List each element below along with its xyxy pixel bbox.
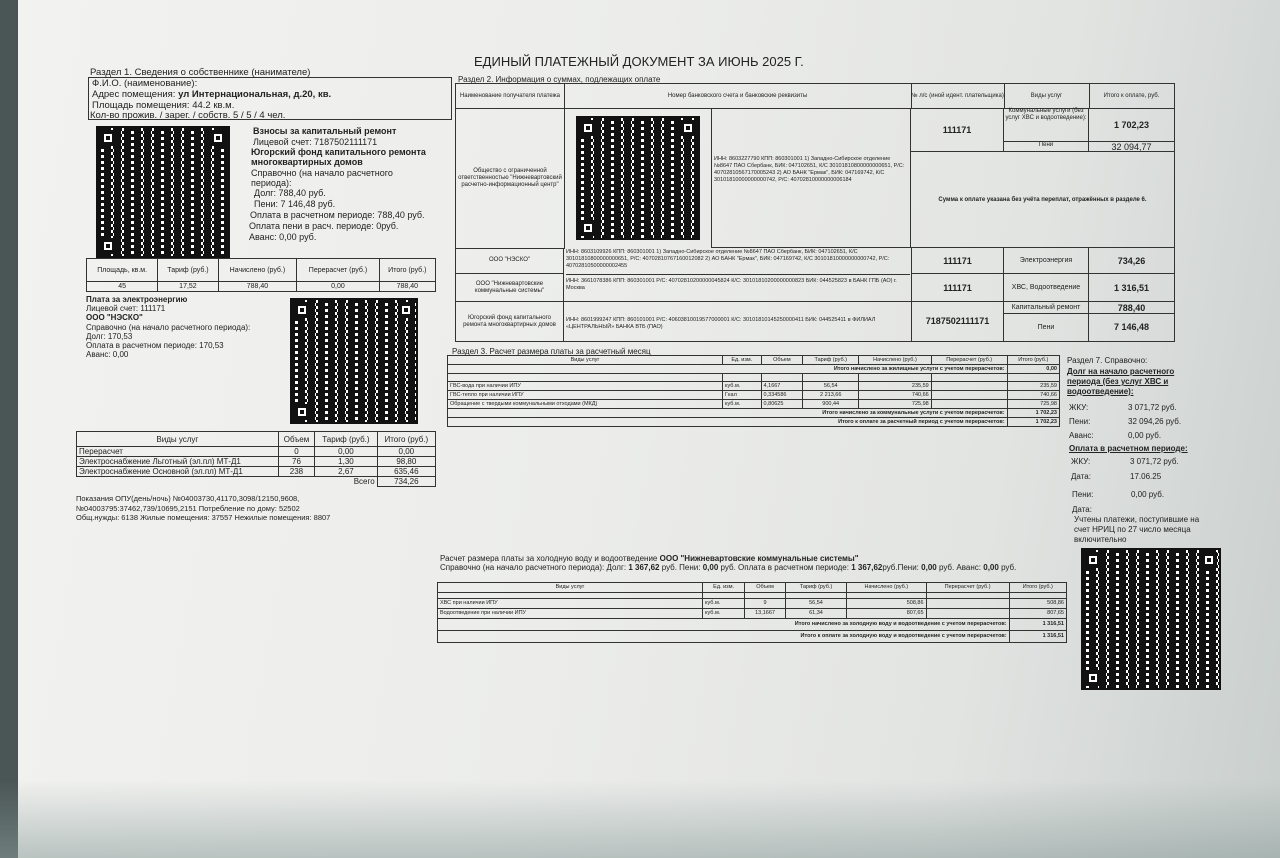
table-cell: Гкал xyxy=(723,391,762,400)
table-cell: 740,66 xyxy=(1007,391,1059,400)
section3-table xyxy=(447,355,1060,427)
col-header: Итого (руб.) xyxy=(1009,583,1066,593)
electricity-table xyxy=(76,431,436,487)
water-table xyxy=(437,582,1067,643)
electricity-account: Лицевой счет: 111171 xyxy=(86,304,166,313)
service-fines-nric: Пени xyxy=(1004,142,1089,152)
housing-total-label: Итого начислено за жилищные услуги с учетом перерасчетов: xyxy=(448,365,1008,374)
qr-code-electricity xyxy=(290,298,418,424)
capital-repair-table xyxy=(86,258,436,292)
table-cell: 807,65 xyxy=(847,609,926,619)
col-header: Тариф (руб.) xyxy=(315,432,377,447)
electricity-paid: Оплата в расчетном периоде: 170,53 xyxy=(86,341,224,350)
col-header: Перерасчет (руб.) xyxy=(926,583,1009,593)
bank-details-nks: ИНН: 3661078386 КПП: 860301001 Р/С: 40702810200000045824 К/С: 30101810200000000823 БИК: 044525823 в БАНК ГПБ (АО) г. Москва xyxy=(566,278,897,291)
capital-repair-account: Лицевой счет: 7187502111171 xyxy=(253,137,378,147)
account-nesko: 111171 xyxy=(911,248,1004,274)
capital-repair-paid: Оплата в расчетном периоде: 788,40 руб. xyxy=(250,210,425,220)
table-cell: куб.м. xyxy=(703,609,745,619)
qr-code-nric xyxy=(576,116,700,240)
table-cell: 0 xyxy=(278,447,314,457)
section2-heading: Раздел 2. Информация о суммах, подлежащих оплате xyxy=(458,75,661,84)
table-header-row xyxy=(448,356,1060,365)
water-heading-text: Расчет размера платы за холодную воду и водоотведение xyxy=(440,554,658,563)
capital-repair-org-line2: многоквартирных домов xyxy=(251,157,363,167)
table-cell xyxy=(931,400,1007,409)
table-total-row xyxy=(77,477,436,487)
col-header: Виды услуг xyxy=(1004,84,1090,109)
capital-repair-org-line1: Югорский фонд капитального ремонта xyxy=(251,147,426,157)
bottom-shadow xyxy=(0,780,1280,858)
table-cell: 238 xyxy=(278,467,314,477)
qr-code-capital-repair xyxy=(96,126,230,258)
area-text: Площадь помещения: 44.2 кв.м. xyxy=(92,100,235,111)
table-header-row xyxy=(77,432,436,447)
col-header: Объем xyxy=(745,583,786,593)
paid-zhku-value: 3 071,72 руб. xyxy=(1130,457,1179,466)
residents-text: Кол-во прожив. / зарег. / собств. 5 / 5 / 4 чел. xyxy=(90,110,286,121)
water-fines: 0,00 xyxy=(702,563,719,572)
table-row xyxy=(448,382,1060,391)
pay-total-value: 1 702,23 xyxy=(1007,418,1059,427)
table-row xyxy=(77,447,436,457)
table-cell: 725,98 xyxy=(1007,400,1059,409)
col-header: Тариф (руб.) xyxy=(785,583,846,593)
table-cell: 2,67 xyxy=(315,467,377,477)
col-header: Площадь, кв.м. xyxy=(87,259,158,282)
table-cell xyxy=(931,382,1007,391)
total-label: Всего xyxy=(353,477,375,487)
account-nric: 111171 xyxy=(911,108,1004,152)
debt-fines-label: Пени: xyxy=(1069,417,1091,426)
table-cell: 9 xyxy=(745,599,786,609)
table-cell: куб.м. xyxy=(703,599,745,609)
advance-label: Аванс: xyxy=(1069,431,1094,440)
table-cell: 635,46 xyxy=(377,467,435,477)
table-subtotal-row xyxy=(448,409,1060,418)
water-heading-org: ООО "Нижневартовские коммунальные системы" xyxy=(659,554,859,563)
col-header: Итого (руб.) xyxy=(1007,356,1059,365)
water-ref-label: Справочно (на начало расчетного периода): Долг: xyxy=(440,563,627,572)
paid-date-value: 17.06.25 xyxy=(1130,472,1162,481)
table-cell: ГВС-вода при наличии ИПУ xyxy=(448,382,723,391)
section2-table xyxy=(455,83,1175,342)
paid-fines-date-label: Дата: xyxy=(1072,505,1092,514)
table-row xyxy=(448,391,1060,400)
table-cell: 4,1667 xyxy=(761,382,803,391)
electricity-title: Плата за электроэнергию xyxy=(86,295,188,304)
electricity-debt: Долг: 170,53 xyxy=(86,332,133,341)
table-cell: Перерасчет xyxy=(77,447,279,457)
debt-zhku-value: 3 071,72 руб. xyxy=(1128,403,1177,412)
table-cell: 725,98 xyxy=(859,400,932,409)
table-cell: 13,1667 xyxy=(745,609,786,619)
water-debt: 1 367,62 xyxy=(628,563,660,572)
col-header: Объем xyxy=(278,432,314,447)
total-value: 734,26 xyxy=(377,477,435,487)
table-row xyxy=(77,467,436,477)
account-nks: 111171 xyxy=(911,274,1004,302)
paid-fines-value: 0,00 руб. xyxy=(1131,490,1165,499)
table-cell: ГВС-тепло при наличии ИПУ xyxy=(448,391,723,400)
capital-repair-debt: Долг: 788,40 руб. xyxy=(254,188,326,198)
table-total-row xyxy=(448,418,1060,427)
water-paid-fines-label: руб.Пени: xyxy=(882,563,919,572)
col-header: Перерасчет (руб.) xyxy=(297,259,379,282)
meter-readings-note: Показания ОПУ(день/ночь) №04003730,41170,3098/12150,9608, №04003795:37462,739/10695,2151 Потребление по дому: 52502 Общ.нужды: 6138 Жилые помещения: 37557 Нежилые помещения: 8807 xyxy=(76,494,331,522)
capital-repair-fines: Пени: 7 146,48 руб. xyxy=(254,199,336,209)
table-row xyxy=(438,599,1067,609)
table-cell: куб.м. xyxy=(723,382,762,391)
col-header: Перерасчет (руб.) xyxy=(931,356,1007,365)
document-title: ЕДИНЫЙ ПЛАТЕЖНЫЙ ДОКУМЕНТ ЗА ИЮНЬ 2025 Г. xyxy=(474,54,804,69)
table-cell: 1,30 xyxy=(315,457,377,467)
table-cell: 807,65 xyxy=(1009,609,1066,619)
table-header-row xyxy=(87,259,436,282)
account-capital-fund: 7187502111171 xyxy=(911,302,1004,341)
water-adv-label: руб. Аванс: xyxy=(938,563,982,572)
address-value: ул Интернациональная, д.20, кв. xyxy=(178,89,332,100)
paid-zhku-label: ЖКУ: xyxy=(1071,457,1091,466)
section1-heading: Раздел 1. Сведения о собственнике (нанимателе) xyxy=(90,67,311,78)
bank-details-nric: ИНН: 8603227790 КПП: 860301001 1) Западно-Сибирское отделение №8647 ПАО Сбербанк, БИК: 047102651, К/С 30101810800000000651, Р/С: 40702810567170005243 2) АО БАНК "Ермак", БИК: 047169742, К/С 30101810000000000742, Р/С: 40702810000000006184 xyxy=(714,156,905,183)
col-header: Итого (руб.) xyxy=(379,259,435,282)
table-cell: 788,40 xyxy=(218,282,297,292)
service-electricity: Электроэнергия xyxy=(1004,248,1089,274)
table-cell: 0,00 xyxy=(377,447,435,457)
table-cell: Водоотведение при наличии ИПУ xyxy=(438,609,703,619)
address-label: Адрес помещения: xyxy=(92,89,176,100)
table-cell xyxy=(926,609,1009,619)
table-cell: ХВС при наличии ИПУ xyxy=(438,599,703,609)
bank-details-nesko: ИНН: 8603109926 КПП: 860301001 1) Западно-Сибирское отделение №8647 ПАО Сбербанк, БИК: 047102651, К/С 30101810800000000651, Р/С: 40702810767160012082 2) АО БАНК "Ермак", БИК: 047169742, К/С 30101810000000000742, Р/С: 40702810500000002455 xyxy=(566,249,910,275)
col-header: Объем xyxy=(761,356,803,365)
payments-note: Учтены платежи, поступившие на счет НРИЦ по 27 число месяца включительно xyxy=(1074,515,1200,544)
table-cell: 235,59 xyxy=(1007,382,1059,391)
service-communal: Коммунальные услуги (без услуг ХВС и водоотведение): xyxy=(1004,108,1089,142)
col-header: Начислено (руб.) xyxy=(218,259,297,282)
section7-heading: Раздел 7. Справочно: xyxy=(1067,356,1148,365)
debt-zhku-label: ЖКУ: xyxy=(1069,403,1089,412)
table-cell: 0,334586 xyxy=(761,391,803,400)
table-cell: 56,54 xyxy=(785,599,846,609)
electricity-org: ООО "НЭСКО" xyxy=(86,313,143,322)
section3-heading: Раздел 3. Расчет размера платы за расчетный месяц xyxy=(452,347,651,356)
communal-total-value: 1 702,23 xyxy=(1007,409,1059,418)
service-capital-repair: Капитальный ремонт xyxy=(1004,302,1089,314)
water-paid: 1 367,62 xyxy=(851,563,883,572)
overpayment-note: Сумма к оплате указана без учёта переплат, отражённых в разделе 6. xyxy=(911,152,1174,248)
table-row xyxy=(448,400,1060,409)
col-header: Виды услуг xyxy=(448,356,723,365)
col-header: Начислено (руб.) xyxy=(847,583,926,593)
recipient-capital-fund: Югорский фонд капитального ремонта многоквартирных домов xyxy=(456,302,564,341)
debt-fines-value: 32 094,26 руб. xyxy=(1128,417,1182,426)
table-cell: куб.м. xyxy=(723,400,762,409)
col-header: Начислено (руб.) xyxy=(859,356,932,365)
recipient-nric: Общество с ограниченной ответственностью "Нижневартовский расчетно-информационный центр" xyxy=(456,108,565,249)
table-cell: 740,66 xyxy=(859,391,932,400)
electricity-ref: Справочно (на начало расчетного периода): xyxy=(86,323,251,332)
table-cell: 0,00 xyxy=(315,447,377,457)
total-capital-repair: 788,40 xyxy=(1089,302,1174,314)
table-cell xyxy=(931,391,1007,400)
table-cell: 45 xyxy=(87,282,158,292)
table-row xyxy=(87,282,436,292)
total-electricity: 734,26 xyxy=(1089,248,1174,274)
col-header: Ед. изм. xyxy=(703,583,745,593)
col-header: Итого (руб.) xyxy=(377,432,435,447)
table-cell: Обращение с твердыми коммунальными отходами (МКД) xyxy=(448,400,723,409)
water-pay-label: Итого к оплате за холодную воду и водоотведение с учетом перерасчетов: xyxy=(438,631,1010,643)
table-cell: 76 xyxy=(278,457,314,467)
table-cell: Электроснабжение Льготный (эл.пл) МТ-Д1 xyxy=(77,457,279,467)
table-cell: 788,40 xyxy=(379,282,435,292)
water-paid-fines: 0,00 xyxy=(921,563,937,572)
water-reference xyxy=(440,563,1070,573)
service-water: ХВС, Водоотведение xyxy=(1004,274,1089,302)
col-header: Ед. изм. xyxy=(723,356,762,365)
housing-total-value: 0,00 xyxy=(1007,365,1059,374)
table-cell: 0,00 xyxy=(297,282,379,292)
paid-heading: Оплата в расчетном периоде: xyxy=(1069,444,1188,453)
table-cell xyxy=(926,599,1009,609)
table-row xyxy=(77,457,436,467)
total-communal: 1 702,23 xyxy=(1089,108,1174,142)
col-header: Номер банковского счета и банковские реквизиты xyxy=(564,84,912,109)
water-accrued-label: Итого начислено за холодную воду и водоотведение с учетом перерасчетов: xyxy=(438,619,1010,631)
qr-code-summary xyxy=(1081,548,1221,690)
water-accrued-value: 1 316,51 xyxy=(1009,619,1066,631)
table-cell: 17,52 xyxy=(158,282,218,292)
paid-fines-label: Пени: xyxy=(1072,490,1094,499)
capital-repair-advance: Аванс: 0,00 руб. xyxy=(249,232,317,242)
table-subtotal-row xyxy=(438,619,1067,631)
table-header-row xyxy=(438,583,1067,593)
recipient-nks: ООО "Нижневартовские коммунальные системы" xyxy=(456,274,564,302)
table-cell: 56,54 xyxy=(803,382,859,391)
col-header: Тариф (руб.) xyxy=(803,356,859,365)
col-header: Итого к оплате, руб. xyxy=(1089,84,1174,109)
communal-total-label: Итого начислено за коммунальные услуги с учетом перерасчетов: xyxy=(448,409,1008,418)
total-fines-capital: 7 146,48 xyxy=(1113,322,1150,332)
bank-details-capital-fund: ИНН: 8601999247 КПП: 860101001 Р/С: 40603810019577000001 К/С: 30101810145250000411 БИК: 044525411 в ФИЛИАЛ «ЦЕНТРАЛЬНЫЙ» БАНКА ВТБ (ПАО) xyxy=(566,317,876,330)
col-header: Виды услуг xyxy=(438,583,703,593)
pay-total-label: Итого к оплате за расчетный период с учетом перерасчетов: xyxy=(448,418,1008,427)
col-header: № л/с (иной идент. плательщика) xyxy=(911,84,1005,109)
col-header: Виды услуг xyxy=(77,432,279,447)
total-water: 1 316,51 xyxy=(1089,274,1174,302)
total-fines-nric: 32 094,77 xyxy=(1089,142,1174,152)
capital-repair-title: Взносы за капитальный ремонт xyxy=(253,126,397,136)
advance-value: 0,00 руб. xyxy=(1128,431,1162,440)
electricity-advance: Аванс: 0,00 xyxy=(86,350,129,359)
table-cell: 98,80 xyxy=(377,457,435,467)
capital-repair-ref-line1: Справочно (на начало расчетного xyxy=(251,168,393,178)
water-paid-label: руб. Оплата в расчетном периоде: xyxy=(720,563,849,572)
recipient-nesko: ООО "НЭСКО" xyxy=(456,248,564,274)
water-adv: 0,00 xyxy=(983,563,999,572)
water-rub: руб. xyxy=(1001,563,1017,572)
col-header: Тариф (руб.) xyxy=(158,259,218,282)
table-cell: 900,44 xyxy=(803,400,859,409)
capital-repair-ref-line2: периода): xyxy=(251,178,292,188)
table-cell: Электроснабжение Основной (эл.пл) МТ-Д1 xyxy=(77,467,279,477)
water-pay-value: 1 316,51 xyxy=(1009,631,1066,643)
table-row xyxy=(438,609,1067,619)
service-fines-capital: Пени xyxy=(1004,314,1089,341)
table-cell: 235,59 xyxy=(859,382,932,391)
col-header: Наименование получателя платежа xyxy=(456,84,565,109)
water-fines-label: руб. Пени: xyxy=(661,563,701,572)
table-total-row xyxy=(438,631,1067,643)
table-cell: 508,86 xyxy=(847,599,926,609)
table-cell: 508,86 xyxy=(1009,599,1066,609)
owner-name-label: Ф.И.О. (наименование): xyxy=(92,78,198,89)
table-cell: 0,80625 xyxy=(761,400,803,409)
paid-date-label: Дата: xyxy=(1071,472,1091,481)
table-subtotal-row xyxy=(448,365,1060,374)
debt-heading: Долг на начало расчетного периода (без услуг ХВС и водоотведение): xyxy=(1067,367,1175,396)
table-cell: 61,34 xyxy=(785,609,846,619)
capital-repair-paid-fines: Оплата пени в расч. периоде: 0руб. xyxy=(249,221,399,231)
table-cell: 2 213,66 xyxy=(803,391,859,400)
